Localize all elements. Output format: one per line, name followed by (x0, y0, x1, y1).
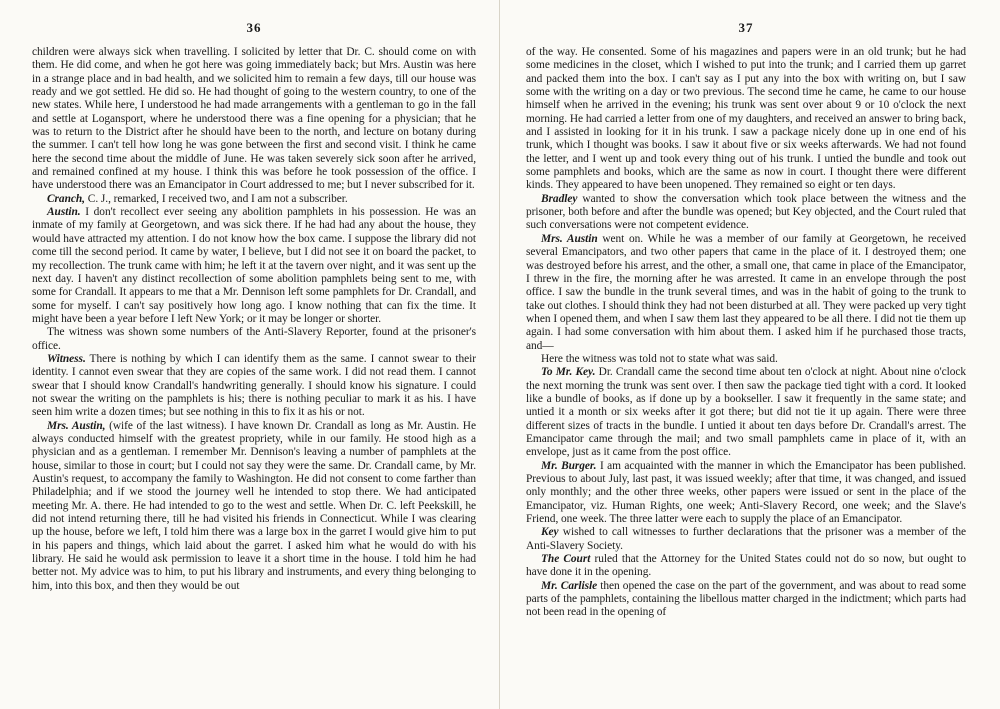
paragraph-text: of the way. He consented. Some of his magazines and papers were in an old trunk; but he had some medicines in the closet, which I wished to put into the trunk; and I carried them up garret and packed them into the box. I can't say as I put any into the box with writing on, but I saw some with the writing on a day or two previous. The second time he came, he came to our house himself when he arrived in the evening; his trunk was sent over about 9 or 10 o'clock the next morning. He had carried a letter from one of my daughters, and received an answer to bring back, and I assisted in looking for it in his trunk. I saw a package nicely done up in one end of his trunk, which I thought was books. I saw it about five or six weeks afterwards. We had not found the letter, and I went up and took every thing out of his trunk. I untied the bundle and took out some pamphlets and books, which are the same as now in court. I thought there were different kinds. They appeared to have been unopened. They remained so eight or ten days. (526, 46, 966, 192)
paragraph (32, 46, 476, 193)
paragraph (32, 420, 476, 593)
paragraph-text: C. J., remarked, I received two, and I am not a subscriber. (87, 192, 348, 205)
paragraph (526, 233, 966, 353)
paragraph (526, 193, 966, 233)
paragraph-text: (wife of the last witness). I have known Dr. Crandall as long as Mr. Austin. He always conducted himself with the greatest propriety, while in our family. He stood high as a physician and as a gentleman. I remember Mr. Dennison's leaving a number of pamphlets at the house, similar to those in court; but I could not say they were the same. Dr. Crandall came, by Mr. Austin's request, to accompany the family to Washington. He did not consent to come farther than Philadelphia; and if we stood the journey well he intended to stop there. We had anticipated meeting Mr. A. there. He had intended to go to the west and settle. When Dr. C. left Peekskill, he did not intend returning there, till he had visited his friends in Connecticut. While I was clearing up the house, before we left, I told him there was a large box in the garret I would give him to put in his papers and things, which laid about the garret. I asked him what he would do with his library. He said he would ask permission to leave it a short time in the house. I told him he had better not. My advice was to him, to put his library and instruments, and every thing belonging to him, into this box, and then they would be out (32, 419, 476, 592)
speaker-label: Mr. Carlisle (541, 579, 598, 592)
speaker-label: Witness. (47, 352, 86, 365)
speaker-label: Mrs. Austin, (47, 419, 106, 432)
paragraph (32, 326, 476, 353)
speaker-label: Key (541, 526, 559, 539)
page-body (526, 46, 966, 620)
speaker-label: Mr. Burger. (541, 459, 597, 472)
paragraph (32, 193, 476, 206)
speaker-label: Bradley (541, 192, 578, 205)
right-page (500, 0, 1000, 709)
speaker-label: The Court (541, 553, 591, 566)
paragraph-text: ruled that the Attorney for the United States could not do so now, but ought to have done it in the opening. (526, 553, 966, 579)
paragraph (526, 366, 966, 459)
paragraph-text: There is nothing by which I can identify them as the same. I cannot swear to their identity. I cannot even swear that they are copies of the same work. I did not read them. I cannot swear that I should know Crandall's handwriting generally. I should know his signature. I could not swear the writing on the pamphlets is his; there is nothing peculiar to mark it as his. I have seen him write a dozen times; but see nothing in this to fix it as his or not. (32, 352, 476, 419)
paragraph-text: I am acquainted with the manner in which the Emancipator has been published. Previous to about July, last past, it was issued weekly; after that time, it was changed, and issued only monthly; and the other three weeks, other papers were issued or sent in the place of the Emancipator, viz. Human Rights, one week; Anti-Slavery Record, one week; and the Slave's Friend, one week. The three latter were each to supply the place of an Emancipator. (526, 459, 966, 526)
paragraph (32, 206, 476, 326)
page-number: 37 (738, 20, 754, 35)
speaker-label: Cranch, (47, 192, 85, 205)
speaker-label: Austin. (47, 206, 81, 219)
paragraph (32, 353, 476, 420)
page-body (32, 46, 476, 593)
paragraph-text: children were always sick when travelling. I solicited by letter that Dr. C. should come on with them. He did come, and when he got here was going immediately back; but Mrs. Austin was here in a strange place and in bad health, and we solicited him to remain a few days, till our house was ready and we got settled. He did so. He had thought of going to the western country, to one of the new states. While here, I understood he had made arrangements with a gentleman to go in the fall and settle at Logansport, where he understood there was a fine opening for a physician; that he was to return to the District after he should have been to the north, and lecture on botany during the summer. I can't tell how long he was gone between the first and second visit. I think he came here the second time about the middle of June. He was taken severely sick soon after he arrived, and remained confined at my house. I think this was before he took possession of the office. I have understood there was an Emancipator in Court addressed to me; but I never subscribed for it. (32, 46, 476, 192)
page-number: 36 (246, 20, 262, 35)
paragraph (526, 353, 966, 366)
paragraph-text: Here the witness was told not to state what was said. (541, 352, 778, 365)
paragraph-text: The witness was shown some numbers of the Anti-Slavery Reporter, found at the prisoner's office. (32, 326, 476, 352)
paragraph (526, 580, 966, 620)
paragraph (526, 526, 966, 553)
paragraph-text: I don't recollect ever seeing any abolition pamphlets in his possession. He was an inmate of my family at Georgetown, and was sick there. If he had had any about the house, they would have attracted my attention. I do not know how the box came. I suppose the library did not come till the second period. It came by water, I believe, but I did not see it on board the packet, to my recollection. The trunk came with him; he left it at the tavern over night, and it was sent up the next day. I haven't any distinct recollection of some abolition pamphlets being sent to me, with some for Crandall. It appears to me that a Mr. Dennison left some pamphlets for Dr. Crandall, and some for myself. I can't say positively how long ago. I know nothing that can fix the time. It might have been a year before I left New York; or it may be longer or shorter. (32, 206, 476, 325)
paragraph (526, 460, 966, 527)
paragraph-text: wished to call witnesses to further declarations that the prisoner was a member of the Anti-Slavery Society. (526, 526, 966, 552)
speaker-label: To Mr. Key. (541, 366, 596, 379)
paragraph-text: went on. While he was a member of our family at Georgetown, he received several Emancipators, and two other papers that came in the place of it. I destroyed them; one was destroyed before his arrest, and the other, a small one, that came in place of the Emancipator, I threw in the fire, the morning after he was arrested. It came in an envelope through the post office. I saw the bundle in the trunk several times, and was in the habit of going to the trunk to take out clothes. I should think they had not been disturbed at all. They were packed up very tight when I opened them, and when I saw them last they appeared to be all there. I did not tie them up again. I had some conversation with him about them. I asked him if he purchased those tracts, and— (526, 232, 966, 352)
paragraph-text: Dr. Crandall came the second time about ten o'clock at night. About nine o'clock the next morning the trunk was sent over. I then saw the package tied tight with a cord. It looked like a bundle of books, as if done up by a bookseller. I saw it frequently in the same state; and untied it a month or six weeks after it got there; but did not tie it up again. There were three different sizes of tracts in the bundle. I untied it about ten days before Dr. Crandall's arrest. The Emancipator came through the mail; and two small pamphlets came in place of it, with an envelope, just as it came from the post office. (526, 366, 966, 459)
paragraph-text: then opened the case on the part of the government, and was about to read some parts of the pamphlets, containing the libellous matter charged in the indictment; which parts had not been read in the opening of (526, 579, 966, 619)
paragraph-text: wanted to show the conversation which took place between the witness and the prisoner, both before and after the bundle was opened; but Key objected, and the Court ruled that such conversations were not competent evidence. (526, 192, 966, 232)
speaker-label: Mrs. Austin (541, 232, 598, 245)
paragraph (526, 553, 966, 580)
paragraph (526, 46, 966, 193)
